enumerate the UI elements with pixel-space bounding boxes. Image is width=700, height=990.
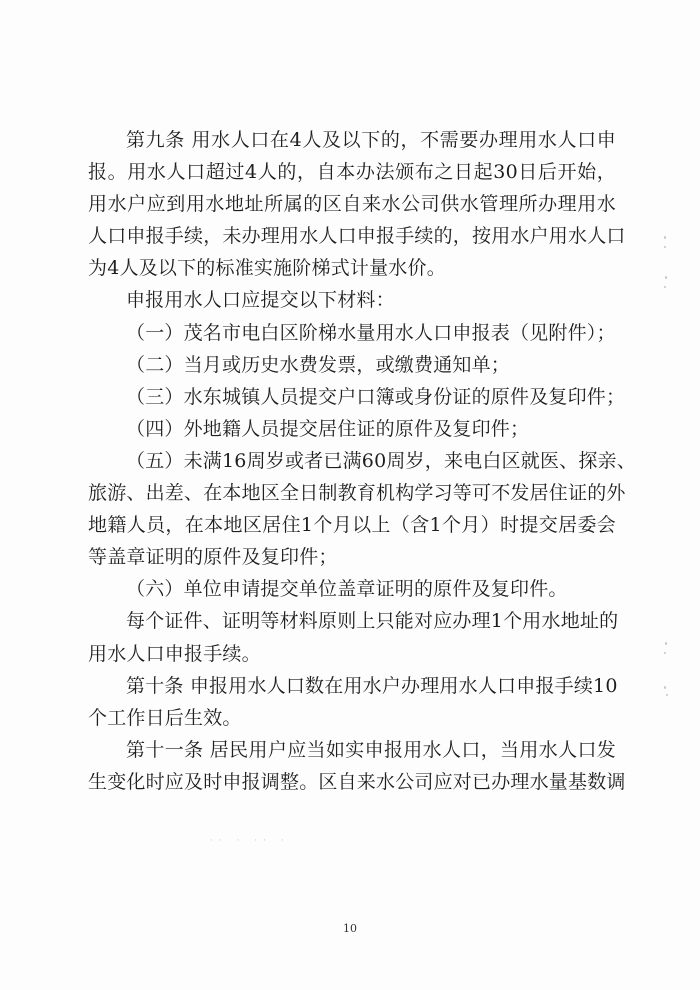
scan-speck [664,246,666,248]
article-9-line-5: 为4人及以下的标准实施阶梯式计量水价。 [88,257,446,280]
article-9-line-1: 第九条 用水人口在4人及以下的，不需要办理用水人口申 [126,129,616,151]
article-11-line-1: 第十一条 居民用户应当如实申报用水人口，当用水人口发 [126,738,616,761]
article-10-line-2: 个工作日后生效。 [88,706,242,729]
document-rule-line-1: 每个证件、证明等材料原则上只能对应办理1个用水地址的 [126,610,619,633]
material-item-6: （六）单位申请提交单位盖章证明的原件及复印件。 [126,578,568,601]
materials-intro: 申报用水人口应提交以下材料： [126,289,395,312]
material-item-5-line-2: 旅游、出差、在本地区全日制教育机构学习等可不发居住证的外 [88,482,626,505]
bleed-through-marks: ·· · ·· · [210,836,290,846]
scan-speck [664,652,666,654]
article-10-line-1: 第十条 申报用水人口数在用水户办理用水人口申报手续10 [126,674,618,697]
scan-speck [664,236,666,239]
scan-speck [665,642,667,645]
material-item-5-line-4: 等盖章证明的原件及复印件； [88,546,338,569]
article-9-line-2: 报。用水人口超过4人的，自本办法颁布之日起30日后开始， [88,161,616,184]
material-item-5-line-1: （五）未满16周岁或者已满60周岁，来电白区就医、探亲、 [126,449,636,472]
material-item-3: （三）水东城镇人员提交户口簿或身份证的原件及复印件； [126,385,626,408]
material-item-5-line-3: 地籍人员，在本地区居住1个月以上（含1个月）时提交居委会 [88,514,616,537]
document-rule-line-2: 用水人口申报手续。 [88,642,261,665]
article-9-line-4: 人口申报手续，未办理用水人口申报手续的，按用水户用水人口 [88,225,626,248]
scan-speck [666,694,668,696]
document-body [88,124,636,798]
page-number: 10 [343,922,357,935]
material-item-1: （一）茂名市电白区阶梯水量用水人口申报表（见附件）； [126,321,616,344]
material-item-4: （四）外地籍人员提交居住证的原件及复印件； [126,417,530,440]
article-9-line-3: 用水户应到用水地址所属的区自来水公司供水管理所办理用水 [88,193,616,216]
scan-speck [665,276,667,279]
scan-speck [664,686,666,689]
scan-speck [664,286,666,288]
material-item-2: （二）当月或历史水费发票，或缴费通知单； [126,353,511,376]
article-11-line-2: 生变化时应及时申报调整。区自来水公司应对已办理水量基数调 [88,770,626,793]
